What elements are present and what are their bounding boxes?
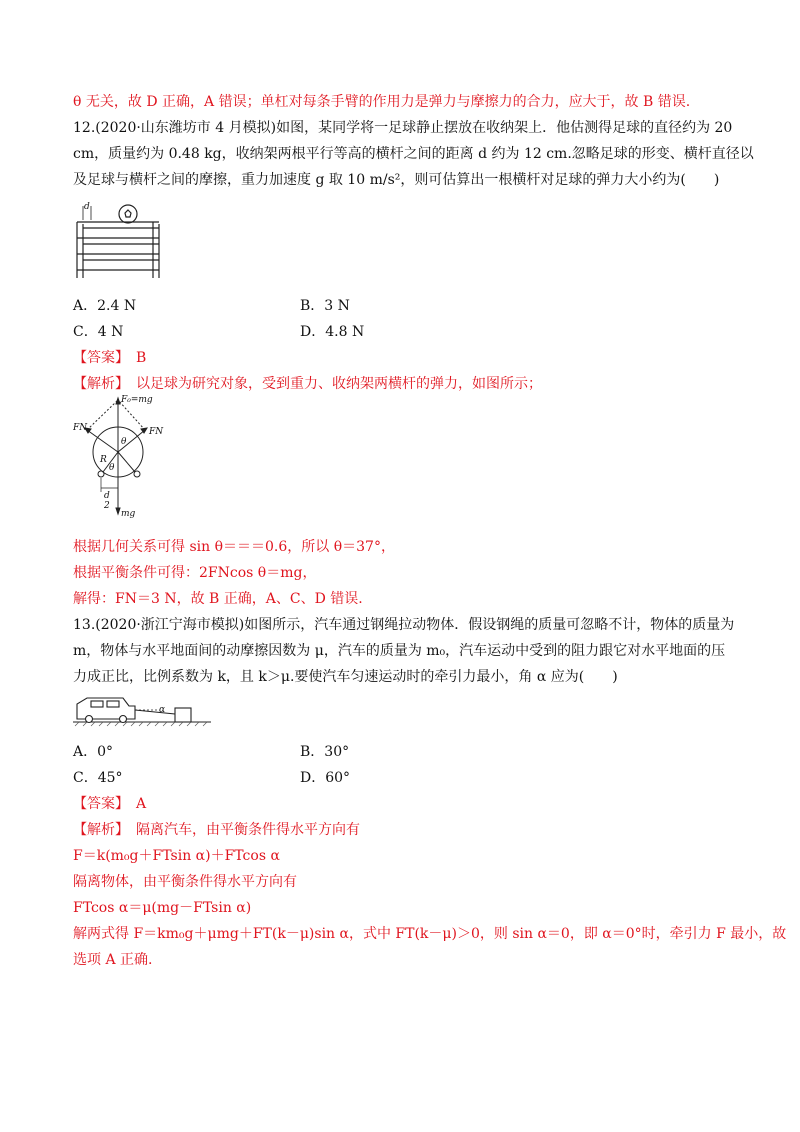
rack-d-label: d xyxy=(84,202,90,212)
q12-analysis: 【解析】 以足球为研究对象，受到重力、收纳架两横杆的弹力，如图所示； xyxy=(73,376,542,392)
q13-stem-line3: 力成正比，比例系数为 k，且 k＞μ.要使汽车匀速运动时的牵引力最小，角 α 应为( ) xyxy=(73,669,618,685)
force-theta-bottom-label: θ xyxy=(109,463,115,473)
q13-option-d: D．60° xyxy=(300,770,351,786)
force-r-label: R xyxy=(100,455,107,465)
q13-solution-2: 解两式得 F＝km₀g＋μmg＋FT(k－μ)sin α，式中 FT(k－μ)＞0，则 sin α＝0，即 α＝0°时，牵引力 F 最小，故 xyxy=(73,926,787,942)
q12-solution-2: 根据平衡条件可得：2FNcos θ＝mg， xyxy=(73,565,317,581)
force-d-half-den: 2 xyxy=(104,501,110,511)
q12-option-d: D．4.8 N xyxy=(300,324,365,340)
q12-solution-3: 解得：FN＝3 N，故 B 正确，A、C、D 错误. xyxy=(73,591,363,607)
q13-stem-line2: m，物体与水平地面间的动摩擦因数为 μ，汽车的质量为 m₀，汽车运动中受到的阻力跟它对水平地面的压 xyxy=(73,643,726,659)
q13-option-a: A．0° xyxy=(73,744,114,760)
car-alpha-label: α xyxy=(159,705,166,715)
storage-rack-figure xyxy=(73,202,165,280)
q12-option-a: A．2.4 N xyxy=(73,298,137,314)
q12-solution-1: 根据几何关系可得 sin θ＝＝＝0.6，所以 θ＝37°， xyxy=(73,539,395,555)
q13-option-b: B．30° xyxy=(300,744,350,760)
q12-stem-line1: 12.(2020·山东潍坊市 4 月模拟)如图，某同学将一足球静止摆放在收纳架上．他估测得足球的直径约为 20 xyxy=(73,120,733,136)
q12-answer: 【答案】 B xyxy=(73,350,147,366)
q12-stem-line2: cm，质量约为 0.48 kg，收纳架两根平行等高的横杆之间的距离 d 约为 12 cm.忽略足球的形变、横杆直径以 xyxy=(73,146,754,162)
q13-solution-3: 选项 A 正确. xyxy=(73,952,153,968)
previous-solution-tail: θ 无关，故 D 正确，A 错误；单杠对每条手臂的作用力是弹力与摩擦力的合力，应大于，故 B 错误. xyxy=(73,94,691,110)
q13-equation-1: F＝k(m₀g＋FTsin α)＋FTcos α xyxy=(73,848,280,864)
q12-stem-line3: 及足球与横杆之间的摩擦，重力加速度 g 取 10 m/s²，则可估算出一根横杆对足球的弹力大小约为( ) xyxy=(73,172,720,188)
q13-analysis: 【解析】 隔离汽车，由平衡条件得水平方向有 xyxy=(73,822,360,838)
force-diagram xyxy=(73,394,183,524)
car-pulling-figure xyxy=(73,692,213,728)
force-fn-left-label: FN xyxy=(73,423,88,433)
q13-option-c: C．45° xyxy=(73,770,123,786)
q13-stem-line1: 13.(2020·浙江宁海市模拟)如图所示，汽车通过钢绳拉动物体．假设钢绳的质量可忽略不计，物体的质量为 xyxy=(73,617,735,633)
q12-option-b: B．3 N xyxy=(300,298,350,314)
force-f0-label: F₀=mg xyxy=(121,395,153,405)
q13-equation-2: FTcos α＝μ(mg－FTsin α) xyxy=(73,900,252,916)
force-theta-top-label: θ xyxy=(121,437,127,447)
force-mg-label: mg xyxy=(121,509,136,519)
force-d-half-num: d xyxy=(104,491,110,501)
q12-option-c: C．4 N xyxy=(73,324,124,340)
force-fn-right-label: FN xyxy=(149,427,164,437)
q13-answer: 【答案】 A xyxy=(73,796,147,812)
q13-solution-1: 隔离物体，由平衡条件得水平方向有 xyxy=(73,874,297,890)
